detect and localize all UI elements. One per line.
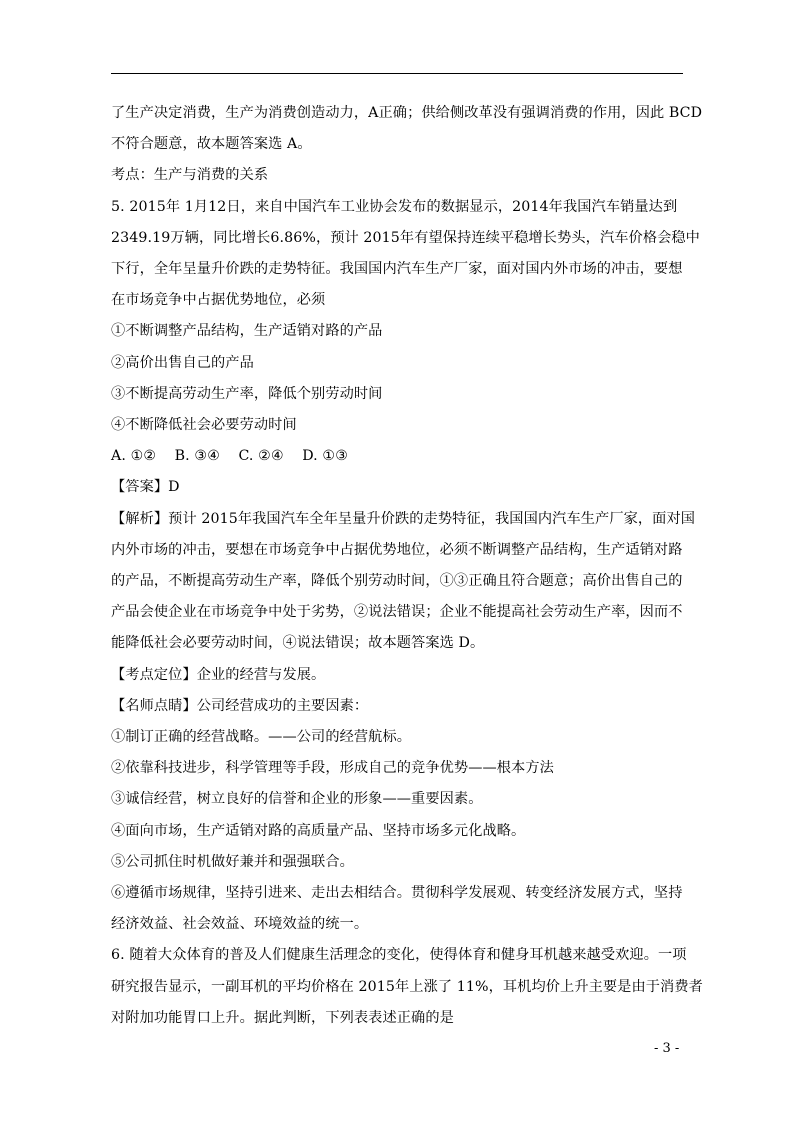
page-number: - 3 - [654,1041,680,1056]
text-line: 下行，全年呈量升价跌的走势特征。我国国内汽车生产厂家，面对国内外市场的冲击，要想 [111,261,683,278]
tip-item: ①制订正确的经营战略。——公司的经营航标。 [111,729,412,746]
tip-item: ⑥遵循市场规律，坚持引进来、走出去相结合。贯彻科学发展观、转变经济发展方式，坚持 [111,885,683,902]
text-line: 内外市场的冲击，要想在市场竞争中占据优势地位，必须不断调整产品结构，生产适销对路 [111,541,683,558]
text-line: 了生产决定消费，生产为消费创造动力，A正确；供给侧改革没有强调消费的作用，因此 BCD [111,105,703,121]
answer-options: A. ①② B. ③④ C. ②④ D. ①③ [111,448,349,465]
statement-4: ④不断降低社会必要劳动时间 [111,417,297,434]
text-line: 经济效益、社会效益、环境效益的统一。 [111,916,369,933]
text-line: 对附加功能胃口上升。据此判断，下列表表述正确的是 [111,1009,454,1026]
text-line: 能降低社会必要劳动时间，④说法错误；故本题答案选 D。 [111,635,485,652]
text-line: 的产品，不断提高劳动生产率，降低个别劳动时间，①③正确且符合题意；高价出售自己的 [111,573,683,590]
statement-2: ②高价出售自己的产品 [111,354,254,371]
text-line: 2349.19万辆，同比增长6.86%，预计 2015年有望保持连续平稳增长势头，汽车价格会稳中 [111,229,700,246]
question-5-stem: 5. 2015年 1月12日，来自中国汽车工业协会发布的数据显示，2014年我国汽车销量达到 [111,198,678,215]
teacher-tips-heading: 【名师点睛】公司经营成功的主要因素： [111,697,369,714]
text-line: 研究报告显示，一副耳机的平均价格在 2015年上涨了 11%，耳机均价上升主要是由于消费者 [111,978,703,995]
knowledge-point: 【考点定位】企业的经营与发展。 [111,666,326,683]
text-line: 不符合题意，故本题答案选 A。 [111,136,312,153]
question-6-stem: 6. 随着大众体育的普及人们健康生活理念的变化，使得体育和健身耳机越来越受欢迎。一项 [111,947,687,964]
tip-item: ⑤公司抓住时机做好兼并和强强联合。 [111,853,354,870]
tip-item: ④面向市场，生产适销对路的高质量产品、坚持市场多元化战略。 [111,822,526,839]
page-body [111,98,703,1034]
statement-1: ①不断调整产品结构，生产适销对路的产品 [111,323,383,340]
analysis-paragraph: 【解析】预计 2015年我国汽车全年呈量升价跌的走势特征，我国国内汽车生产厂家，面对国 [111,510,696,527]
tip-item: ②依靠科技进步，科学管理等手段，形成自己的竞争优势——根本方法 [111,760,554,777]
answer-label: 【答案】D [111,479,180,496]
text-line: 考点：生产与消费的关系 [111,167,269,184]
header-rule [111,73,683,74]
text-line: 产品会使企业在市场竞争中处于劣势，②说法错误；企业不能提高社会劳动生产率，因而不 [111,604,683,621]
text-line: 在市场竞争中占据优势地位，必须 [111,292,326,309]
statement-3: ③不断提高劳动生产率，降低个别劳动时间 [111,385,383,402]
tip-item: ③诚信经营，树立良好的信誉和企业的形象——重要因素。 [111,791,483,808]
